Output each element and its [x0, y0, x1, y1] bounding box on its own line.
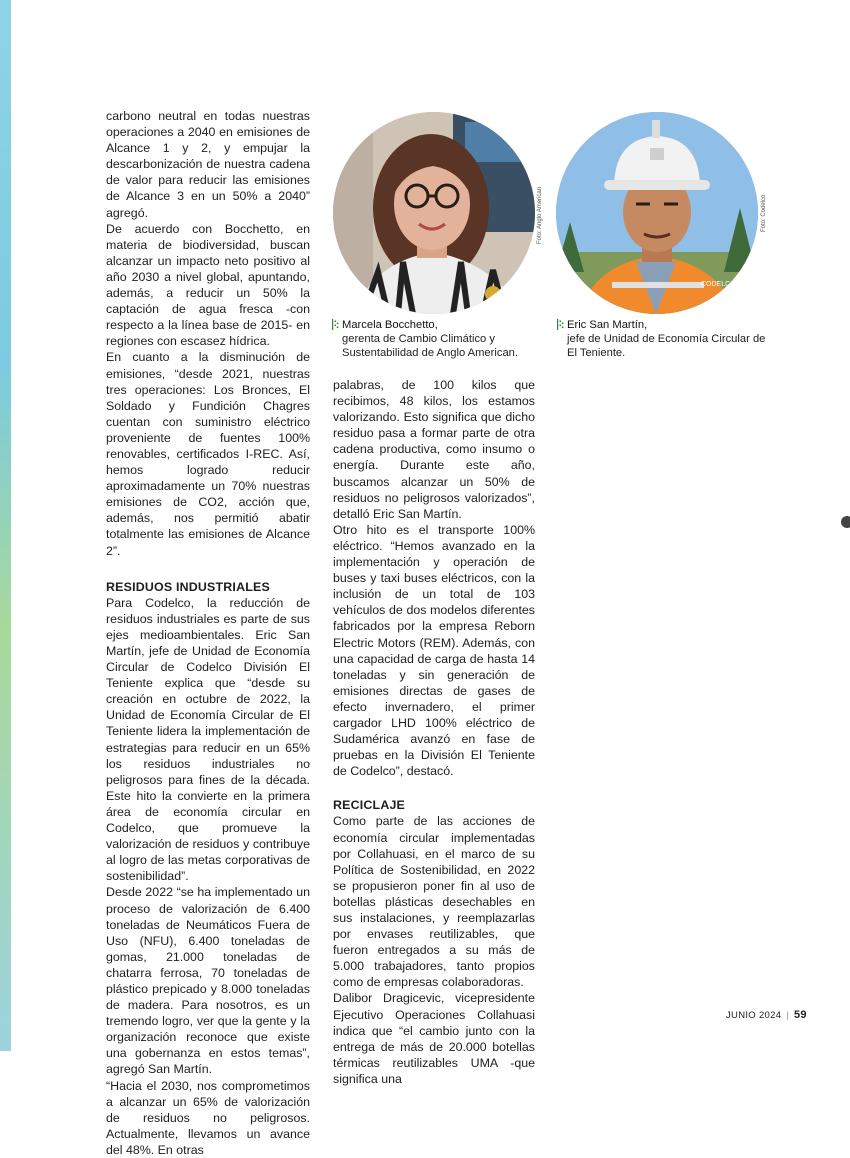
- paragraph: “Hacia el 2030, nos comprometimos a alcanzar un 65% de valorización de residuos no peligrosos. Actualmente, llevamos un avance del 48%. En otras: [106, 1078, 310, 1157]
- caption-name: Marcela Bocchetto,: [342, 319, 438, 331]
- page-edge-marker-icon: [841, 516, 850, 528]
- section-heading: RECICLAJE: [333, 798, 406, 813]
- text-column-1: [106, 108, 310, 1158]
- paragraph: palabras, de 100 kilos que recibimos, 48 kilos, los estamos valorizando. Esto significa que dicho residuo pasa a formar parte de otra cadena productiva, como insumo o energía. Durante este año, buscamos alcanzar un 50% de residuos no peligrosos valorizados”, detalló Eric San Martín.: [333, 378, 535, 521]
- photo-credit: Foto: Codelco: [761, 194, 767, 232]
- issue-date: JUNIO 2024: [726, 1010, 782, 1021]
- photo-credit: Foto: Anglo American: [537, 186, 543, 244]
- caption-marker-icon: [332, 319, 339, 330]
- photo-caption-left: [342, 318, 542, 360]
- photo-caption-right: [567, 318, 767, 360]
- paragraph: Desde 2022 “se ha implementado un proceso de valorización de 6.400 toneladas de Neumáticos Fuera de Uso (NFU), 6.400 toneladas de gomas, 21.000 toneladas de chatarra ferrosa, 70 toneladas de plástico prepicado y 8.000 toneladas de madera. Para nosotros, es un tremendo logro, ver que la gente y la organización reconoce que existe una gobernanza en estos temas”, agregó San Martín.: [106, 885, 310, 1077]
- text-column-2: [333, 377, 535, 1087]
- vest-logo-text: CODELCO: [701, 281, 736, 288]
- page-number: 59: [793, 1009, 807, 1021]
- caption-role: gerenta de Cambio Climático y Sustentabilidad de Anglo American.: [342, 333, 519, 359]
- section-heading: RESIDUOS INDUSTRIALES: [106, 579, 270, 594]
- left-edge-color-strip: [0, 0, 11, 1051]
- portrait-photo-marcela-bocchetto: [333, 112, 535, 314]
- caption-marker-icon: [557, 319, 564, 330]
- portrait-photo-eric-san-martin: [556, 112, 758, 314]
- paragraph: Para Codelco, la reducción de residuos industriales es parte de sus ejes medioambientales. Eric San Martín, jefe de Unidad de Economía Circular de Codelco División El Teniente explica que “desde su creación en octubre de 2022, la Unidad de Economía Circular de El Teniente lidera la implementación de estrategias para reducir en un 65% los residuos industriales no peligrosos para fines de la década. Este hito la convierte en la primera área de economía circular en Codelco, que promueve la valorización de residuos y contribuye al logro de las metas corporativas de sostenibilidad”.: [106, 595, 310, 884]
- footer-separator: |: [786, 1010, 790, 1021]
- caption-name: Eric San Martín,: [567, 319, 648, 331]
- paragraph: Como parte de las acciones de economía circular implementadas por Collahuasi, en el marco de su Política de Sostenibilidad, en 2022 se propusieron poner fin al uso de botellas plásticas desechables en sus instalaciones, y reemplazarlas por envases reutilizables, que fueron entregados a su más de 5.000 trabajadores, tanto propios como de empresas colaboradoras.: [333, 814, 535, 990]
- paragraph: Dalibor Dragicevic, vicepresidente Ejecutivo Operaciones Collahuasi indica que “el cambio junto con la entrega de más de 20.000 botellas térmicas reutilizables UMA -que significa una: [333, 991, 535, 1086]
- paragraph: En cuanto a la disminución de emisiones, “desde 2021, nuestras tres operaciones: Los Bronces, El Soldado y Fundición Chagres cuentan con suministro eléctrico proveniente de fuentes 100% renovables, certificados I-REC. Así, hemos logrado reducir aproximadamente un 70% nuestras emisiones de CO2, acción que, además, nos permitió abatir totalmente las emisiones de Alcance 2”.: [106, 350, 310, 558]
- caption-role: jefe de Unidad de Economía Circular de El Teniente.: [567, 333, 766, 359]
- paragraph: carbono neutral en todas nuestras operaciones a 2040 en emisiones de Alcance 1 y 2, y empujar la descarbonización de nuestra cadena de valor para reducir las emisiones de Alcance 3 en un 50% a 2040” agregó.: [106, 109, 310, 220]
- paragraph: Otro hito es el transporte 100% eléctrico. “Hemos avanzado en la implementación y operación de buses y taxi buses eléctricos, con la inclusión de un total de 103 vehículos de dos modelos diferentes fabricados por la empresa Reborn Electric Motors (REM). Además, con una capacidad de carga de hasta 14 toneladas y sin generación de emisiones directas de gases de efecto invernadero, el primer cargador LHD 100% eléctrico de Sudamérica avanzó en fase de pruebas en la División El Teniente de Codelco”, destacó.: [333, 522, 535, 779]
- page-footer: [726, 1009, 807, 1021]
- paragraph: De acuerdo con Bocchetto, en materia de biodiversidad, buscan alcanzar un impacto neto positivo al año 2030 a nivel global, apuntando, además, a reducir un 50% la captación de agua fresca -con respecto a la línea base de 2015- en regiones con escasez hídrica.: [106, 221, 310, 349]
